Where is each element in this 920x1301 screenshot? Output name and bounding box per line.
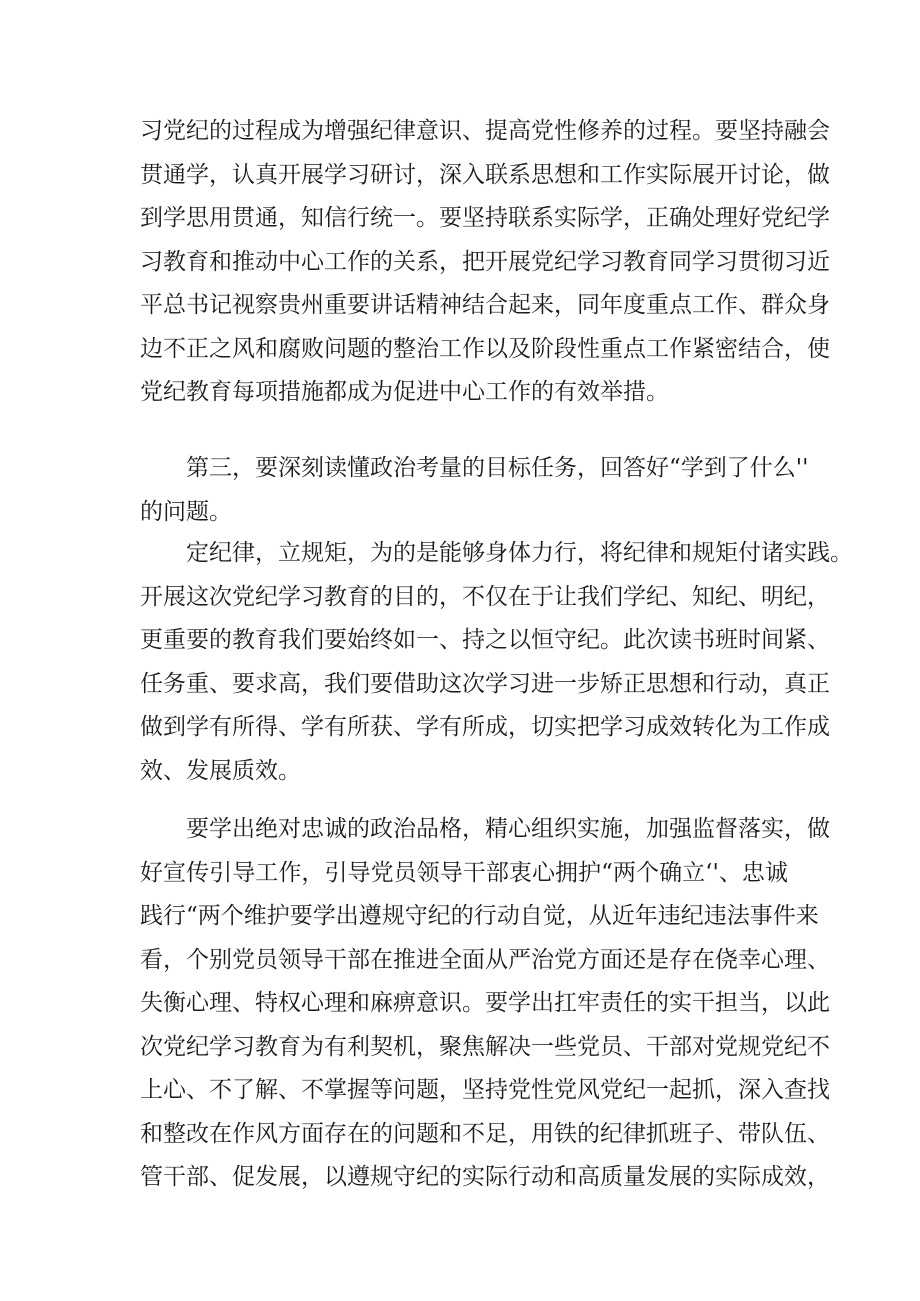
paragraph-line: 习教育和推动中心工作的关系，把开展党纪学习教育同学习贯彻习近 [140,248,830,275]
paragraph-2 [140,447,809,534]
paragraph-line: 第三，要深刻读懂政治考量的目标任务，回答好“学到了什么'' [186,455,809,481]
paragraph-line: 看，个别党员领导干部在推进全面从严治党方面还是存在侥幸心理、 [140,946,830,973]
paragraph-line: 党纪教育每项措施都成为促进中心工作的有效举措。 [140,379,669,405]
paragraph-line: 开展这次党纪学习教育的目的，不仅在于让我们学纪、知纪、明纪， [140,583,830,610]
paragraph-line: 边不正之风和腐败问题的整治工作以及阶段性重点工作紧密结合，使 [140,335,830,362]
paragraph-line: 做到学有所得、学有所获、学有所成，切实把学习成效转化为工作成 [140,714,830,740]
paragraph-3 [140,532,853,793]
paragraph-line: 到学思用贯通，知信行统一。要坚持联系实际学，正确处理好党纪学 [140,205,830,231]
paragraph-line: 平总书记视察贵州重要讲话精神结合起来，同年度重点工作、群众身 [140,292,830,318]
paragraph-line: 践行“两个维护要学出遵规守纪的行动自觉，从近年违纪违法事件来 [140,903,819,929]
paragraph-line: 失衡心理、特权心理和麻痹意识。要学出扛牢责任的实干担当，以此 [140,990,830,1016]
paragraph-1 [140,110,830,415]
paragraph-line: 上心、不了解、不掌握等问题，坚持党性党风党纪一起抓，深入查找 [140,1077,830,1103]
paragraph-line: 管干部、促发展，以遵规守纪的实际行动和高质量发展的实际成效， [140,1164,830,1190]
paragraph-4 [140,808,830,1200]
paragraph-line: 定纪律，立规矩，为的是能够身体力行，将纪律和规矩付诸实践。 [186,540,853,566]
paragraph-line: 和整改在作风方面存在的问题和不足，用铁的纪律抓班子、带队伍、 [140,1120,830,1147]
paragraph-line: 习党纪的过程成为增强纪律意识、提高党性修养的过程。要坚持融会 [140,118,830,144]
paragraph-line: 好宣传引导工作，引导党员领导干部衷心拥护“两个确立‘'、忠诚 [140,859,788,886]
paragraph-line: 效、发展质效。 [140,757,301,784]
paragraph-line: 贯通学，认真开展学习研讨，深入联系思想和工作实际展开讨论，做 [140,161,830,188]
paragraph-line: 更重要的教育我们要始终如一、持之以恒守纪。此次读书班时间紧、 [140,627,830,653]
paragraph-line: 的问题。 [140,498,232,525]
paragraph-line: 任务重、要求高，我们要借助这次学习进一步矫正思想和行动，真正 [140,670,830,697]
paragraph-line: 次党纪学习教育为有利契机，聚焦解决一些党员、干部对党规党纪不 [140,1033,830,1060]
paragraph-line: 要学出绝对忠诚的政治品格，精心组织实施，加强监督落实，做 [186,816,830,842]
